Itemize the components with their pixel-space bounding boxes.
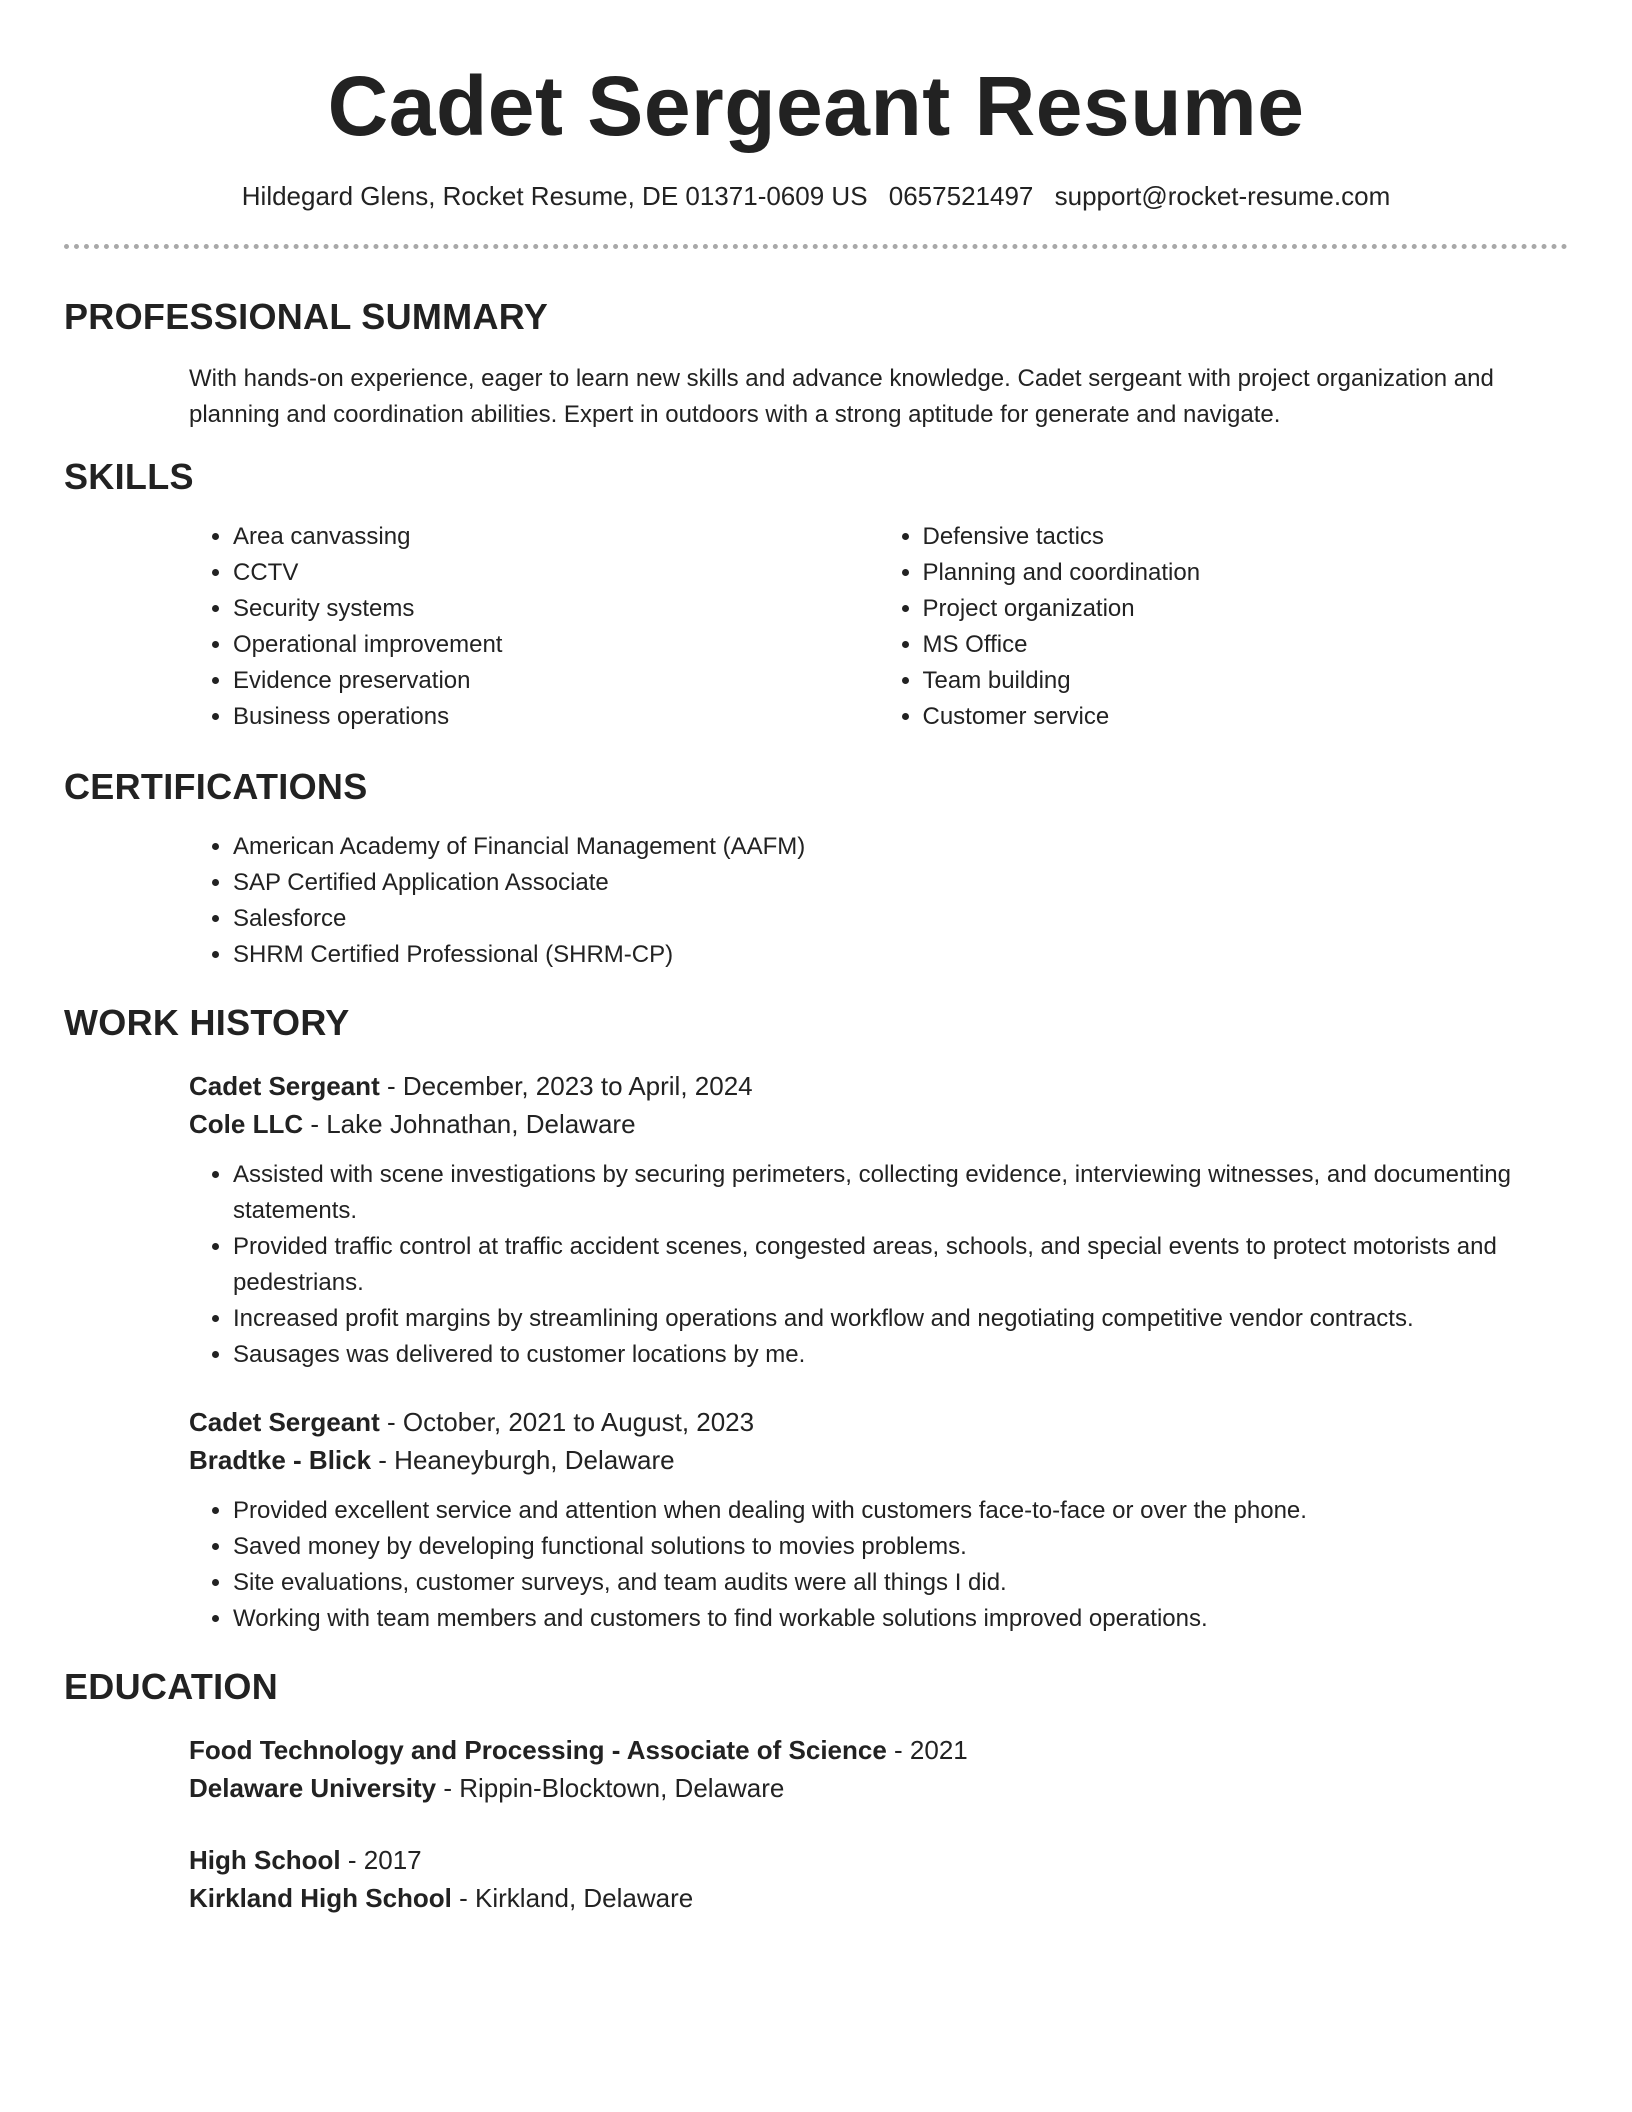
skill-item: • Team building (923, 663, 1569, 699)
job-location: - Lake Johnathan, Delaware (303, 1109, 636, 1139)
job-bullet: • Provided excellent service and attention when dealing with customers face-to-face or over the phone. (233, 1493, 1568, 1529)
job-bullet: • Provided traffic control at traffic accident scenes, congested areas, schools, and special events to protect motorists and pedestrians. (233, 1229, 1568, 1301)
job-entry (64, 1067, 1568, 1373)
job-bullet: • Saved money by developing functional solutions to movies problems. (233, 1529, 1568, 1565)
job-bullet: • Site evaluations, customer surveys, and team audits were all things I did. (233, 1565, 1568, 1601)
skill-item: • Planning and coordination (923, 555, 1569, 591)
resume-title: Cadet Sergeant Resume (327, 59, 1305, 153)
contact-phone: 0657521497 (888, 181, 1034, 211)
certifications-wrap (64, 829, 1568, 973)
education-location: - Rippin-Blocktown, Delaware (436, 1773, 785, 1803)
education-degree: High School (189, 1845, 341, 1875)
job-entry (64, 1403, 1568, 1637)
education-school-line (189, 1769, 1568, 1807)
education-entry (64, 1731, 1568, 1807)
job-location: - Heaneyburgh, Delaware (371, 1445, 675, 1475)
summary-text: With hands-on experience, eager to learn new skills and advance knowledge. Cadet sergeant with project organization and planning and coordination abilities. Expert in outdoors with a strong aptitude for generate and navigate. (189, 365, 1494, 428)
work-history-heading: WORK HISTORY (64, 1002, 350, 1043)
job-dates: - October, 2021 to August, 2023 (379, 1407, 755, 1437)
education-heading: EDUCATION (64, 1666, 279, 1707)
job-bullet: • Sausages was delivered to customer locations by me. (233, 1337, 1568, 1373)
skills-section (64, 455, 1568, 735)
certification-item: • American Academy of Financial Management (AAFM) (233, 829, 1568, 865)
skill-item: • Customer service (923, 699, 1569, 735)
education-degree-line (189, 1731, 1568, 1769)
job-company-line (189, 1441, 1568, 1479)
job-title: Cadet Sergeant (189, 1071, 380, 1101)
contact-address: Hildegard Glens, Rocket Resume, DE 01371-0609 US (241, 181, 868, 211)
education-school-line (189, 1879, 1568, 1917)
skills-list-right (879, 519, 1569, 735)
job-company: Cole LLC (189, 1109, 304, 1139)
certifications-section (64, 765, 1568, 973)
job-dates: - December, 2023 to April, 2024 (379, 1071, 753, 1101)
header-divider (64, 244, 1568, 249)
skill-item: • Business operations (233, 699, 879, 735)
summary-section (64, 295, 1568, 433)
skill-item: • Security systems (233, 591, 879, 627)
education-entry (64, 1841, 1568, 1917)
contact-email: support@rocket-resume.com (1054, 181, 1391, 211)
skills-columns (64, 519, 1568, 735)
education-year: - 2017 (340, 1845, 422, 1875)
education-spacer (64, 1807, 1568, 1841)
job-company-line (189, 1105, 1568, 1143)
skill-item: • Evidence preservation (233, 663, 879, 699)
job-title: Cadet Sergeant (189, 1407, 380, 1437)
skill-item: • Defensive tactics (923, 519, 1569, 555)
certification-item: • SHRM Certified Professional (SHRM-CP) (233, 937, 1568, 973)
certifications-list (189, 829, 1568, 973)
education-school: Kirkland High School (189, 1883, 452, 1913)
education-location: - Kirkland, Delaware (451, 1883, 694, 1913)
skill-item: • Area canvassing (233, 519, 879, 555)
contact-line (64, 180, 1568, 212)
job-bullets (189, 1157, 1568, 1373)
job-bullet: • Assisted with scene investigations by securing perimeters, collecting evidence, interviewing witnesses, and documenting statements. (233, 1157, 1568, 1229)
education-section (64, 1665, 1568, 1917)
skill-item: • Operational improvement (233, 627, 879, 663)
summary-heading: PROFESSIONAL SUMMARY (64, 296, 549, 337)
work-history-section (64, 1001, 1568, 1637)
certification-item: • SAP Certified Application Associate (233, 865, 1568, 901)
job-company: Bradtke - Blick (189, 1445, 372, 1475)
job-bullets (189, 1493, 1568, 1637)
education-degree-line (189, 1841, 1568, 1879)
job-bullet: • Increased profit margins by streamlining operations and workflow and negotiating competitive vendor contracts. (233, 1301, 1568, 1337)
job-title-line (189, 1067, 1568, 1105)
skills-list-left (189, 519, 879, 735)
job-bullet: • Working with team members and customers to find workable solutions improved operations. (233, 1601, 1568, 1637)
skill-item: • Project organization (923, 591, 1569, 627)
job-title-line (189, 1403, 1568, 1441)
education-school: Delaware University (189, 1773, 437, 1803)
certification-item: • Salesforce (233, 901, 1568, 937)
skill-item: • CCTV (233, 555, 879, 591)
certifications-heading: CERTIFICATIONS (64, 766, 368, 807)
education-year: - 2021 (886, 1735, 968, 1765)
skill-item: • MS Office (923, 627, 1569, 663)
education-degree: Food Technology and Processing - Associate of Science (189, 1735, 887, 1765)
skills-heading: SKILLS (64, 456, 194, 497)
